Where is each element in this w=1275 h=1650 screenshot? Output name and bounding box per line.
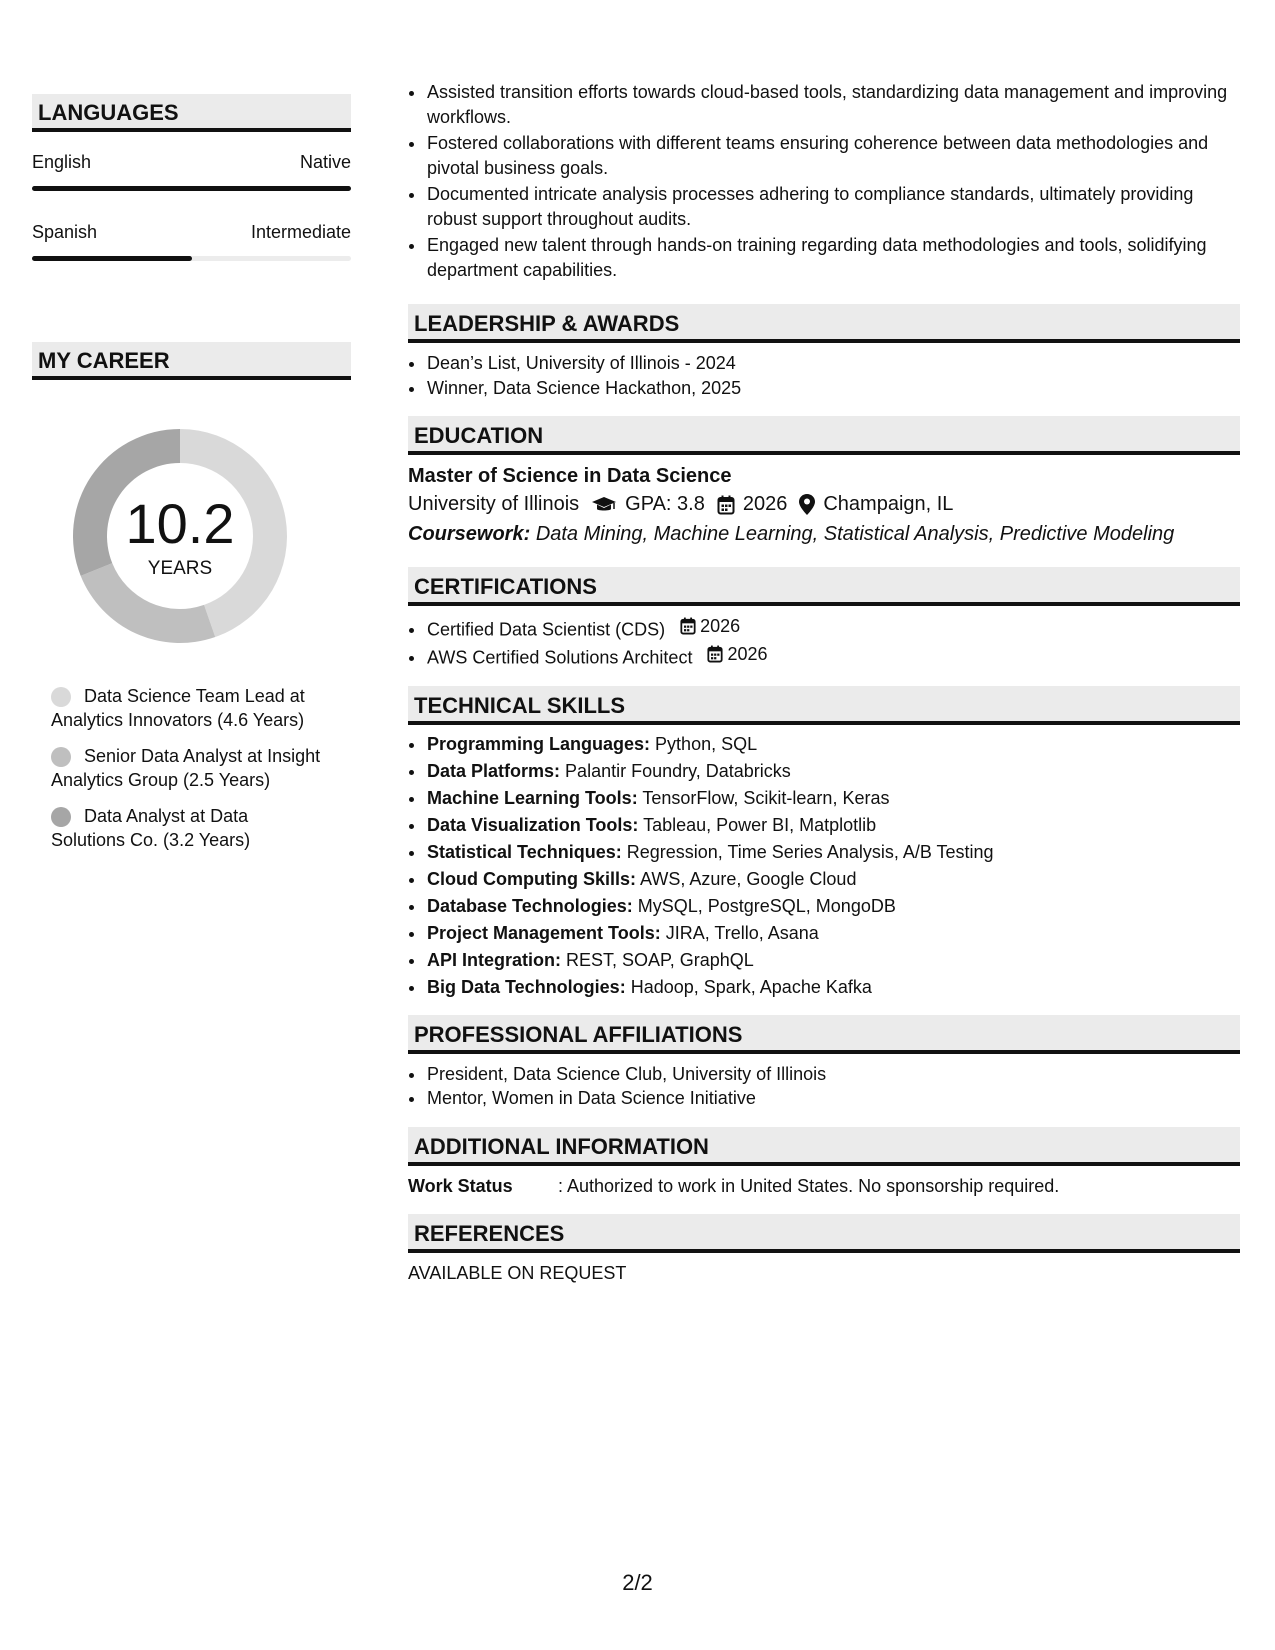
- education-details: [408, 489, 1240, 519]
- education-degree: Master of Science in Data Science: [408, 465, 732, 487]
- skill-category: Data Visualization Tools:: [427, 814, 639, 835]
- language-bar-track: [32, 186, 351, 191]
- education-coursework: [408, 519, 1240, 549]
- language-item: [32, 222, 351, 292]
- education-gpa: GPA: 3.8: [625, 493, 705, 515]
- career-total-years: 10.2: [125, 492, 235, 555]
- skill-values: TensorFlow, Scikit-learn, Keras: [642, 787, 890, 808]
- skills-list: [408, 731, 1240, 1001]
- award-item: • Dean’s List, University of Illinois - 2024: [426, 351, 1240, 376]
- additional-info-heading: ADDITIONAL INFORMATION: [408, 1127, 1240, 1166]
- experience-bullet: • Documented intricate analysis processes adhering to compliance standards, ultimately providing robust support throughout audits.: [426, 182, 1240, 231]
- skill-values: Regression, Time Series Analysis, A/B Testing: [626, 841, 994, 862]
- experience-bullets: [408, 80, 1240, 282]
- legend-dot-icon: [51, 747, 71, 767]
- language-name: English: [32, 152, 92, 172]
- coursework-value: Data Mining, Machine Learning, Statistical Analysis, Predictive Modeling: [535, 523, 1175, 545]
- references-heading: REFERENCES: [408, 1214, 1240, 1253]
- language-bar-track: [32, 256, 351, 261]
- affiliation-item: • Mentor, Women in Data Science Initiative: [426, 1086, 1240, 1111]
- skill-category: Big Data Technologies:: [427, 976, 626, 997]
- work-status: [408, 1174, 1240, 1198]
- skill-item: [426, 839, 1240, 866]
- skill-item: [426, 920, 1240, 947]
- skill-values: Palantir Foundry, Databricks: [565, 760, 791, 781]
- experience-bullet: • Fostered collaborations with different teams ensuring coherence between data methodologies and pivotal business goals.: [426, 131, 1240, 180]
- career-total-unit: YEARS: [147, 558, 213, 579]
- graduation-cap-icon: [591, 489, 617, 519]
- certification-name: Certified Data Scientist (CDS): [427, 619, 666, 640]
- coursework-label: Coursework:: [408, 523, 531, 545]
- skill-item: [426, 866, 1240, 893]
- affiliation-item: • President, Data Science Club, University of Illinois: [426, 1062, 1240, 1087]
- education-heading: EDUCATION: [408, 416, 1240, 455]
- skill-values: REST, SOAP, GraphQL: [566, 949, 754, 970]
- left-column: [32, 94, 351, 864]
- skill-values: AWS, Azure, Google Cloud: [640, 868, 857, 889]
- calendar-icon: [707, 645, 723, 663]
- legend-dot-icon: [51, 807, 71, 827]
- skill-category: Machine Learning Tools:: [427, 787, 638, 808]
- career-donut: [66, 422, 294, 650]
- career-legend-label: Senior Data Analyst at Insight Analytics Group (2.5 Years): [51, 746, 321, 790]
- language-item: [32, 152, 351, 222]
- right-column: [408, 80, 1240, 1284]
- skill-category: Statistical Techniques:: [427, 841, 622, 862]
- certifications-list: [408, 614, 1240, 670]
- career-legend-item: [51, 804, 321, 852]
- language-level: Intermediate: [250, 222, 351, 242]
- certification-date: [707, 642, 767, 667]
- skill-category: Database Technologies:: [427, 895, 633, 916]
- location-pin-icon: [799, 489, 815, 519]
- skill-values: JIRA, Trello, Asana: [665, 922, 819, 943]
- languages-heading: LANGUAGES: [32, 94, 351, 132]
- career-heading: MY CAREER: [32, 342, 351, 380]
- affiliations-list: [408, 1062, 1240, 1111]
- certification-item: [426, 614, 1240, 642]
- work-status-label: Work Status: [408, 1175, 513, 1196]
- skill-values: MySQL, PostgreSQL, MongoDB: [637, 895, 896, 916]
- experience-bullet: • Assisted transition efforts towards cloud-based tools, standardizing data management and improving workflows.: [426, 80, 1240, 129]
- career-legend-label: Data Analyst at Data Solutions Co. (3.2 Years): [51, 806, 251, 850]
- skill-category: Cloud Computing Skills:: [427, 868, 636, 889]
- skill-category: Project Management Tools:: [427, 922, 661, 943]
- skill-item: [426, 785, 1240, 812]
- calendar-icon: [717, 489, 735, 519]
- skill-item: [426, 812, 1240, 839]
- skill-values: Python, SQL: [655, 733, 758, 754]
- skill-category: Programming Languages:: [427, 733, 651, 754]
- education-year: 2026: [742, 493, 788, 515]
- work-status-value: : Authorized to work in United States. No sponsorship required.: [558, 1175, 1060, 1196]
- language-level: Native: [299, 152, 351, 172]
- education-school: University of Illinois: [408, 493, 580, 515]
- skill-item: [426, 731, 1240, 758]
- references-text: AVAILABLE ON REQUEST: [408, 1262, 627, 1283]
- certification-date: [680, 614, 740, 639]
- certifications-heading: CERTIFICATIONS: [408, 567, 1240, 606]
- awards-list: [408, 351, 1240, 400]
- award-item: • Winner, Data Science Hackathon, 2025: [426, 376, 1240, 401]
- skills-heading: TECHNICAL SKILLS: [408, 686, 1240, 725]
- career-legend-label: Data Science Team Lead at Analytics Innovators (4.6 Years): [51, 686, 305, 730]
- career-legend-item: [51, 684, 321, 732]
- skill-item: [426, 893, 1240, 920]
- page-number: 2/2: [622, 1570, 653, 1595]
- awards-heading: LEADERSHIP & AWARDS: [408, 304, 1240, 343]
- skill-item: [426, 974, 1240, 1001]
- certification-item: [426, 642, 1240, 670]
- language-bar-fill: [32, 186, 351, 191]
- certification-name: AWS Certified Solutions Architect: [427, 647, 693, 667]
- legend-dot-icon: [51, 687, 71, 707]
- skill-item: [426, 758, 1240, 785]
- certification-year: 2026: [727, 643, 768, 664]
- experience-bullet: • Engaged new talent through hands-on training regarding data methodologies and tools, solidifying department capabilities.: [426, 233, 1240, 282]
- certification-year: 2026: [700, 616, 741, 636]
- skill-values: Hadoop, Spark, Apache Kafka: [630, 976, 872, 997]
- affiliations-heading: PROFESSIONAL AFFILIATIONS: [408, 1015, 1240, 1054]
- language-bar-fill: [32, 256, 192, 261]
- education-location: Champaign, IL: [823, 493, 954, 515]
- language-name: Spanish: [32, 222, 98, 242]
- skill-category: API Integration:: [427, 949, 561, 970]
- career-legend-item: [51, 744, 321, 792]
- calendar-icon: [680, 617, 696, 635]
- skill-values: Tableau, Power BI, Matplotlib: [643, 814, 877, 835]
- career-legend: [32, 684, 321, 852]
- skill-item: [426, 947, 1240, 974]
- skill-category: Data Platforms:: [427, 760, 561, 781]
